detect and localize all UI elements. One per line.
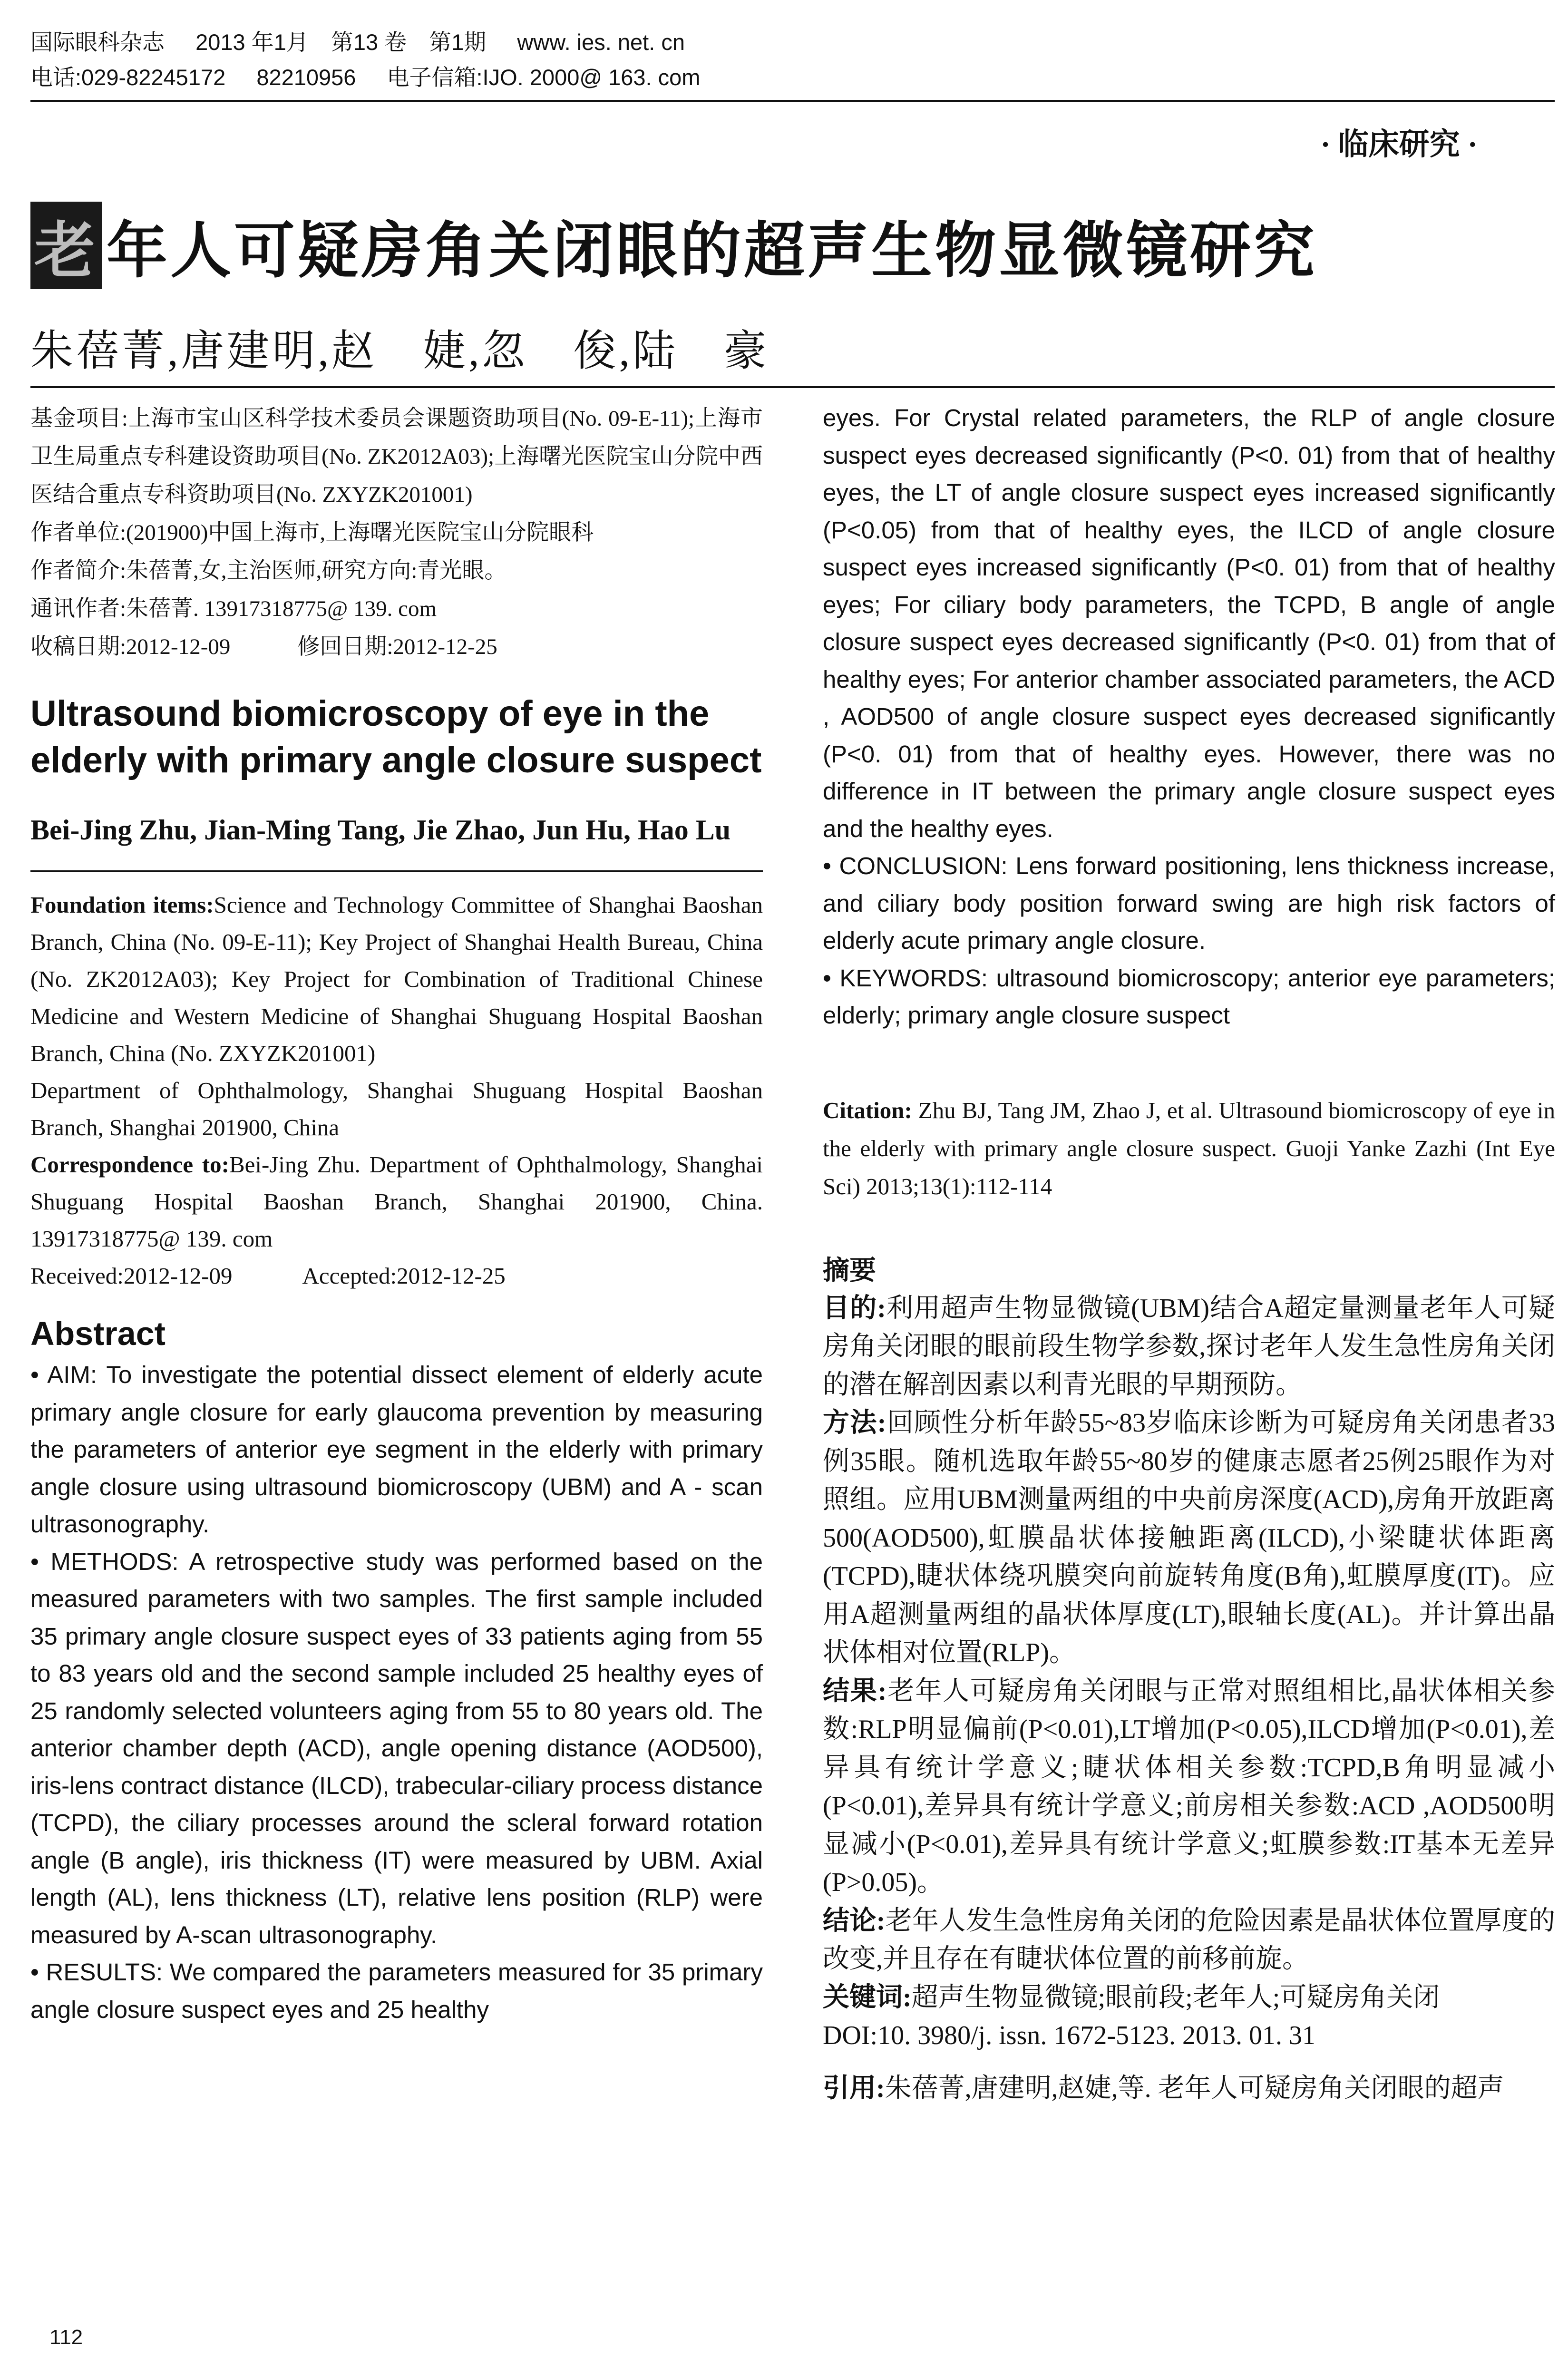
header-rule	[30, 100, 1555, 102]
authors-cn: 朱蓓菁,唐建明,赵 婕,忽 俊,陆 豪	[30, 328, 769, 375]
doi: DOI:10. 3980/j. issn. 1672-5123. 2013. 01. 31	[823, 2021, 1315, 2050]
issue-info: 2013 年1月 第13 卷 第1期	[195, 29, 487, 55]
fund-info: 基金项目:上海市宝山区科学技术委员会课题资助项目(No. 09-E-11);上海市卫生局重点专科建设资助项目(No. ZK2012A03);上海曙光医院宝山分院中西医结合重点专科资助项目(No. ZXYZK201001)	[30, 406, 763, 507]
abstract-aim: • AIM: To investigate the potential dissect element of elderly acute primary angle closure for early glaucoma prevention by measuring the parameters of anterior eye segment in the elderly with primary angle closure using ultrasound biomicroscopy (UBM) and A - scan ultrasonography.	[30, 1361, 763, 1538]
cn-conclusion	[823, 1902, 1555, 1978]
conclusion-label: 结论:	[823, 1906, 886, 1936]
foundation-text: Science and Technology Committee of Shanghai Baoshan Branch, China (No. 09-E-11); Key Project of Shanghai Health Bureau, China (No. ZK2012A03); Key Project for Combination of Traditional Chinese Medicine and Western Medicine of Shanghai Shuguang Hospital Baoshan Branch, China (No. ZXYZK201001)	[30, 892, 763, 1066]
abstract-body	[30, 1356, 763, 2028]
cn-keywords	[823, 1978, 1555, 2017]
correspondence-text: Bei-Jing Zhu. Department of Ophthalmology, Shanghai Shuguang Hospital Baoshan Branch, Shanghai 201900, China. 13917318775@ 139. com	[30, 1151, 763, 1252]
title-first-char: 老	[30, 202, 102, 289]
journal-name: 国际眼科杂志	[30, 29, 165, 55]
results-text: 老年人可疑房角关闭眼与正常对照组相比,晶状体相关参数:RLP明显偏前(P<0.01),LT增加(P<0.05),ILCD增加(P<0.01),差异具有统计学意义;睫状体相关参数:TCPD,B角明显减小(P<0.01),差异具有统计学意义;前房相关参数:ACD ,AOD500明显减小(P<0.01),差异具有统计学意义;虹膜参数:IT基本无差异(P>0.05)。	[823, 1676, 1555, 1897]
abstract-results-cont: eyes. For Crystal related parameters, the RLP of angle closure suspect eyes decreased significantly (P<0. 01) from that of healthy eyes, the LT of angle closure suspect eyes increased significantly (P<0.05) from that of healthy eyes, the ILCD of angle closure suspect eyes increased significantly (P<0. 01) from that of healthy eyes; For ciliary body parameters, the TCPD, B angle of angle closure suspect eyes decreased significantly (P<0. 01) from that of healthy eyes; For anterior chamber associated parameters, the ACD , AOD500 of angle closure suspect eyes decreased significantly (P<0. 01) from that of healthy eyes. However, there was no difference in IT between the primary angle closure suspect eyes and the healthy eyes.	[823, 404, 1555, 842]
author-unit: 作者单位:(201900)中国上海市,上海曙光医院宝山分院眼科	[30, 520, 594, 545]
cn-abstract-heading: 摘要	[823, 1255, 876, 1285]
english-authors: Bei-Jing Zhu, Jian-Ming Tang, Jie Zhao, Jun Hu, Hao Lu	[30, 814, 731, 846]
correspondence-label: Correspondence to:	[30, 1151, 229, 1178]
cn-metadata	[30, 399, 763, 666]
methods-label: 方法:	[823, 1408, 886, 1438]
title-rest: 年人可疑房角关闭眼的超声生物显微镜研究	[107, 217, 1318, 285]
abstract-heading: Abstract	[30, 1315, 166, 1352]
header-line-2	[30, 60, 725, 95]
received-accepted: Received:2012-12-09 Accepted:2012-12-25	[30, 1263, 506, 1289]
cn-methods	[823, 1404, 1555, 1672]
author-bio: 作者简介:朱蓓菁,女,主治医师,研究方向:青光眼。	[30, 558, 507, 583]
received-dates-cn: 收稿日期:2012-12-09 修回日期:2012-12-25	[30, 634, 497, 659]
english-title: Ultrasound biomicroscopy of eye in the elderly with primary angle closure suspect	[30, 693, 762, 780]
objective-label: 目的:	[823, 1293, 886, 1323]
abstract-body-cont	[823, 399, 1555, 1034]
article-title	[30, 202, 1317, 289]
email: 电子信箱:IJO. 2000@ 163. com	[387, 65, 701, 90]
cn-citation	[823, 2069, 1555, 2107]
keywords-text: 超声生物显微镜;眼前段;老年人;可疑房角关闭	[911, 1982, 1440, 2012]
citation	[823, 1091, 1555, 1206]
abstract-conclusion: • CONCLUSION: Lens forward positioning, lens thickness increase, and ciliary body position forward swing are high risk factors of elderly acute primary angle closure.	[823, 852, 1555, 954]
objective-text: 利用超声生物显微镜(UBM)结合A超定量测量老年人可疑房角关闭眼的眼前段生物学参数,探讨老年人发生急性房角关闭的潜在解剖因素以利青光眼的早期预防。	[823, 1293, 1555, 1400]
journal-header	[30, 25, 725, 95]
abstract-keywords: • KEYWORDS: ultrasound biomicroscopy; anterior eye parameters; elderly; primary angle closure suspect	[823, 964, 1555, 1029]
corresponding-author: 通讯作者:朱蓓菁. 13917318775@ 139. com	[30, 596, 437, 621]
cn-objective	[823, 1289, 1555, 1404]
abstract-results-start: • RESULTS: We compared the parameters measured for 35 primary angle closure suspect eyes and 25 healthy	[30, 1958, 763, 2023]
citation-text: Zhu BJ, Tang JM, Zhao J, et al. Ultrasound biomicroscopy of eye in the elderly with primary angle closure suspect. Guoji Yanke Zazhi (Int Eye Sci) 2013;13(1):112-114	[823, 1097, 1555, 1199]
english-metadata	[30, 887, 763, 1295]
header-line-1	[30, 25, 725, 60]
abstract-methods: • METHODS: A retrospective study was performed based on the measured parameters with two samples. The first sample included 35 primary angle closure suspect eyes of 33 patients aging from 55 to 83 years old and the second sample included 25 healthy eyes of 25 randomly selected volunteers aging from 55 to 80 years old. The anterior chamber depth (ACD), angle opening distance (AOD500), iris-lens contract distance (ILCD), trabecular-ciliary process distance (TCPD), the ciliary processes around the scleral forward rotation angle (B angle), iris thickness (IT) were measured by UBM. Axial length (AL), lens thickness (LT), relative lens position (RLP) were measured by A-scan ultrasonography.	[30, 1548, 763, 1948]
keywords-label: 关键词:	[823, 1982, 912, 2012]
website: www. ies. net. cn	[517, 29, 685, 55]
foundation-label: Foundation items:	[30, 892, 214, 918]
title-rule	[30, 386, 1555, 388]
methods-text: 回顾性分析年龄55~83岁临床诊断为可疑房角关闭患者33例35眼。随机选取年龄55~80岁的健康志愿者25例25眼作为对照组。应用UBM测量两组的中央前房深度(ACD),房角开放距离500(AOD500),虹膜晶状体接触距离(ILCD),小梁睫状体距离(TCPD),睫状体绕巩膜突向前旋转角度(B角),虹膜厚度(IT)。应用A超测量两组的晶状体厚度(LT),眼轴长度(AL)。并计算出晶状体相对位置(RLP)。	[823, 1408, 1555, 1667]
right-column	[823, 399, 1555, 2107]
cn-citation-label: 引用:	[823, 2073, 885, 2103]
foundation-items	[30, 887, 763, 1072]
phone: 电话:029-82245172	[30, 65, 226, 90]
cn-results	[823, 1672, 1555, 1902]
section-tag: · 临床研究 ·	[1320, 127, 1478, 161]
department: Department of Ophthalmology, Shanghai Shuguang Hospital Baoshan Branch, Shanghai 201900, China	[30, 1077, 763, 1140]
conclusion-text: 老年人发生急性房角关闭的危险因素是晶状体位置厚度的改变,并且存在有睫状体位置的前移前旋。	[823, 1906, 1555, 1974]
cn-citation-text: 朱蓓菁,唐建明,赵婕,等. 老年人可疑房角关闭眼的超声	[885, 2073, 1504, 2103]
cn-abstract-body	[823, 1289, 1555, 2055]
results-label: 结果:	[823, 1676, 887, 1706]
page-number: 112	[49, 2326, 83, 2349]
left-column	[30, 399, 763, 2028]
correspondence	[30, 1146, 763, 1257]
phone-2: 82210956	[256, 65, 356, 90]
authors-rule	[30, 870, 763, 872]
citation-label: Citation:	[823, 1097, 912, 1123]
